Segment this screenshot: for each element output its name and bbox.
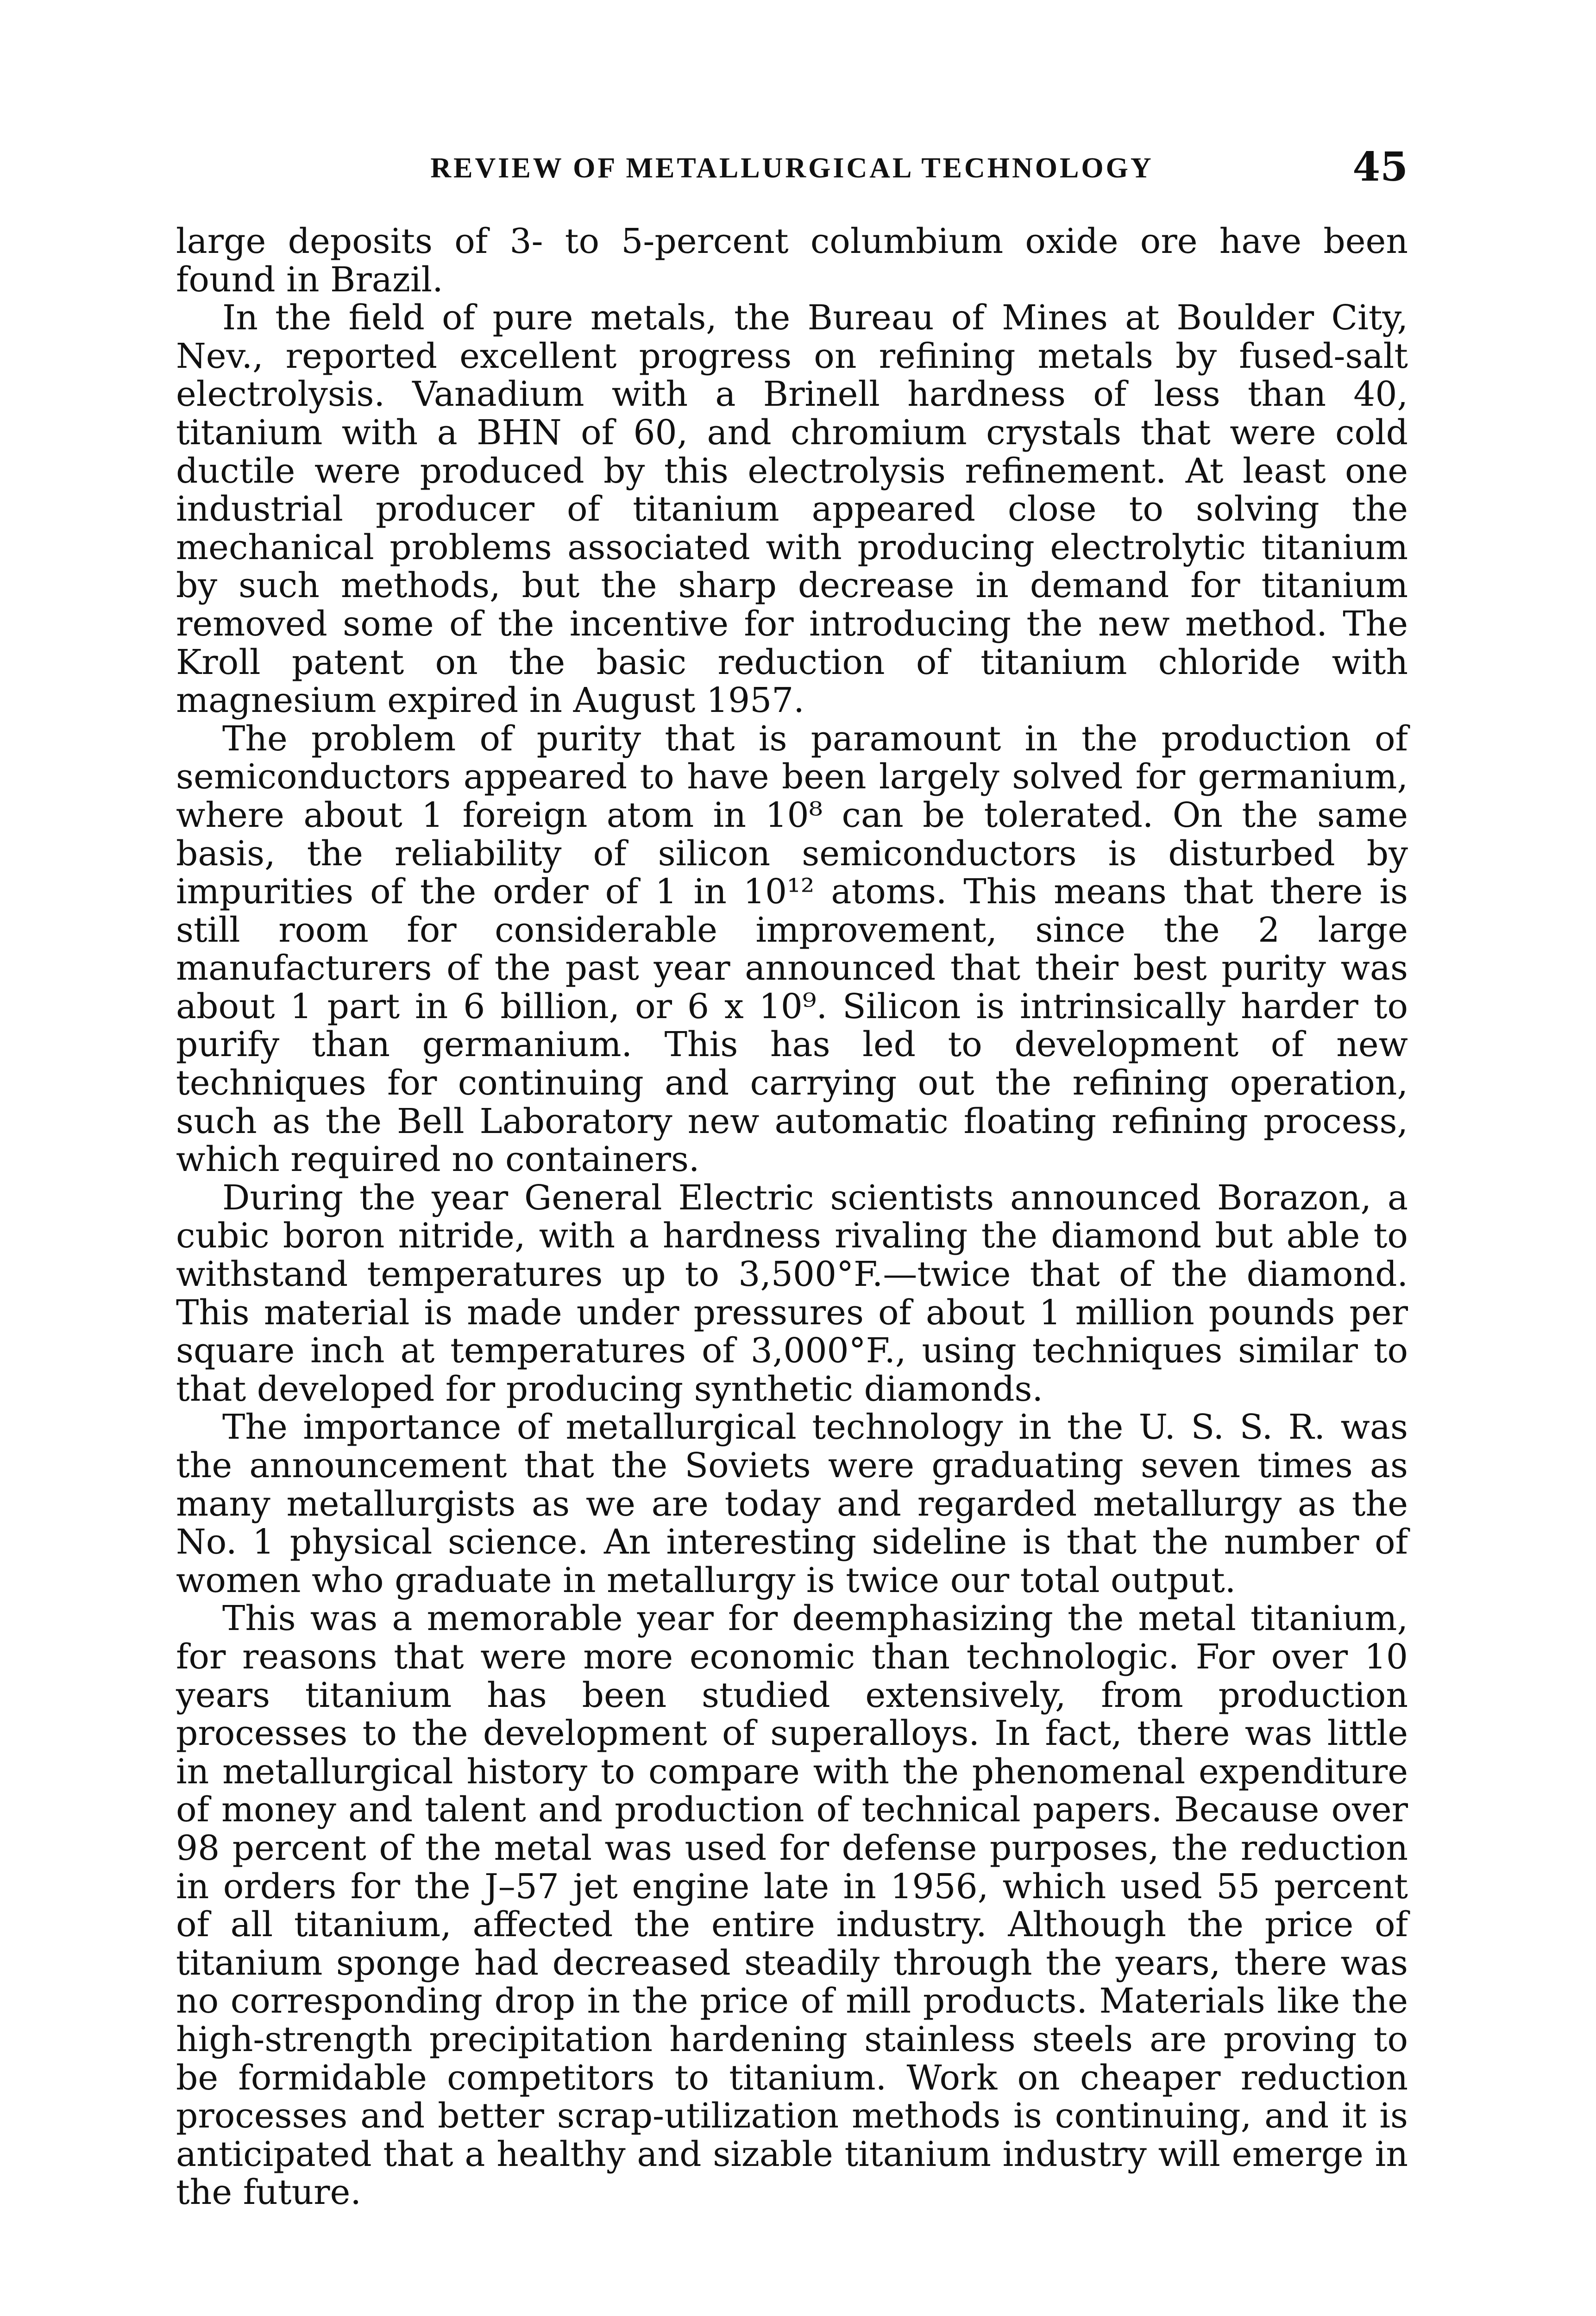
paragraph-pure-metals: In the field of pure metals, the Bureau of Mines at Boulder City, Nev., reported excellent progress on refining metals by fused-salt electrolysis. Vanadium with a Brinell hardness of less than 40, titanium with a BHN of 60, and chromium crystals that were cold ductile were produced by this electrolysis refinement. At least one industrial producer of titanium appeared close to solving the mechanical problems associated with producing electrolytic titanium by such methods, but the sharp decrease in demand for titanium removed some of the incentive for introducing the new method. The Kroll patent on the basic reduction of titanium chloride with magnesium expired in August 1957. (176, 298, 1408, 721)
paragraph-titanium-deemphasis: This was a memorable year for deemphasizing the metal titanium, for reasons that were more economic than technologic. For over 10 years titanium has been studied extensively, from production processes to the development of superalloys. In fact, there was little in metallurgical history to compare with the phenomenal expenditure of money and talent and production of technical papers. Because over 98 percent of the metal was used for defense purposes, the reduction in orders for the J–57 jet engine late in 1956, which used 55 percent of all titanium, affected the entire industry. Although the price of titanium sponge had decreased steadily through the years, there was no corresponding drop in the price of mill products. Materials like the high-strength precipitation hardening stainless steels are proving to be formidable competitors to titanium. Work on cheaper reduction processes and better scrap-utilization methods is continuing, and it is anticipated that a healthy and sizable titanium industry will emerge in the future. (176, 1599, 1408, 2213)
paragraph-semiconductor-purity: The problem of purity that is paramount in the production of semiconductors appeared to have been largely solved for germanium, where about 1 foreign atom in 10⁸ can be tolerated. On the same basis, the reliability of silicon semiconductors is disturbed by impurities of the order of 1 in 10¹² atoms. This means that there is still room for considerable improvement, since the 2 large manufacturers of the past year announced that their best purity was about 1 part in 6 billion, or 6 x 10⁹. Silicon is intrinsically harder to purify than germanium. This has led to development of new techniques for continuing and carrying out the refining operation, such as the Bell Laboratory new automatic floating refining process, which required no containers. (176, 718, 1408, 1180)
paragraph-borazon: During the year General Electric scientists announced Borazon, a cubic boron nitride, with a hardness rivaling the diamond but able to withstand temperatures up to 3,500°F.—twice that of the diamond. This material is made under pressures of about 1 million pounds per square inch at temperatures of 3,000°F., using techniques similar to that developed for producing synthetic diamonds. (176, 1177, 1408, 1409)
running-header (176, 144, 1408, 204)
paragraph-columbium-continued: large deposits of 3- to 5-percent columbium oxide ore have been found in Brazil. (176, 221, 1408, 300)
page-number: 45 (1352, 144, 1408, 190)
body-text (176, 222, 1408, 2212)
running-title: REVIEW OF METALLURGICAL TECHNOLOGY (430, 152, 1154, 184)
paragraph-ussr-metallurgy: The importance of metallurgical technology in the U. S. S. R. was the announcement that the Soviets were graduating seven times as many metallurgists as we are today and regarded metallurgy as the No. 1 physical science. An interesting sideline is that the number of women who graduate in metallurgy is twice our total output. (176, 1407, 1408, 1600)
